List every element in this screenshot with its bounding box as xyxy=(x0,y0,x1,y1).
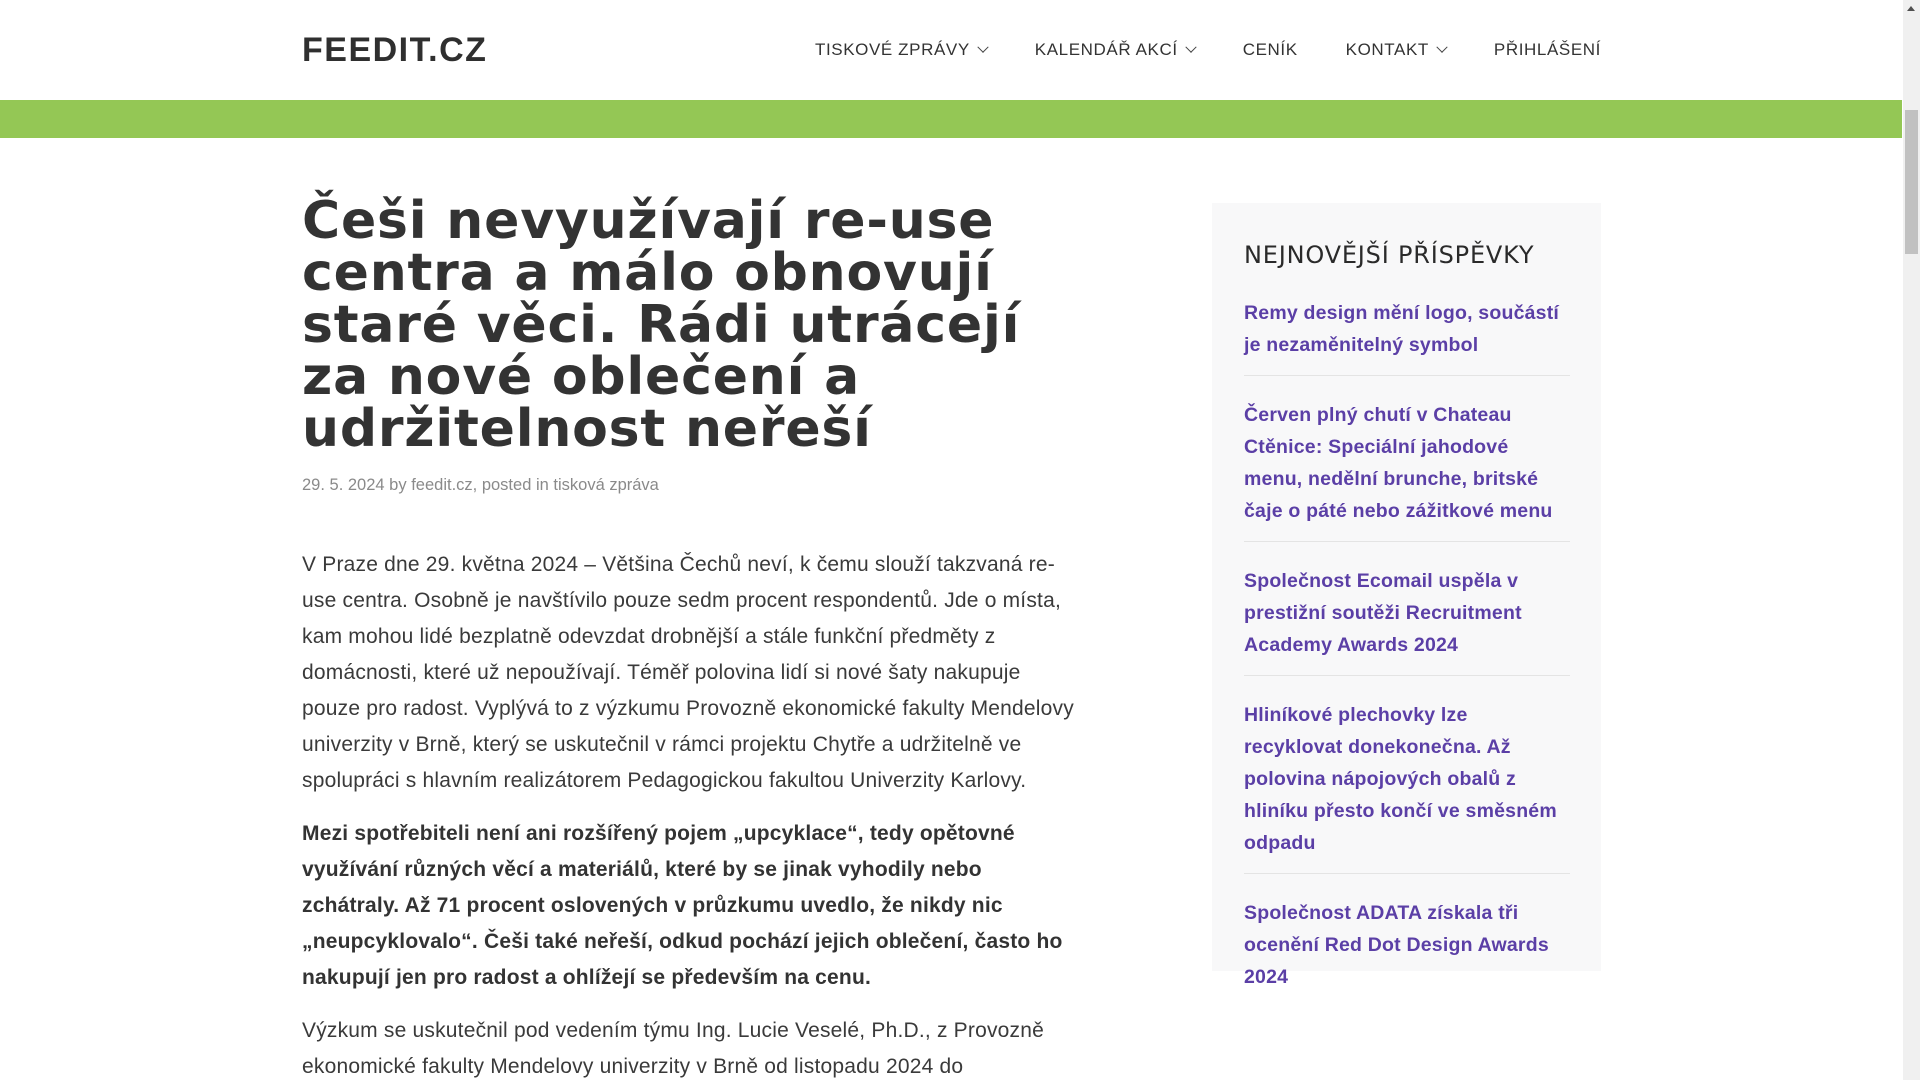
nav-item-label: TISKOVÉ ZPRÁVY xyxy=(814,40,970,59)
author-link[interactable]: feedit.cz xyxy=(411,476,473,494)
article-meta xyxy=(302,474,1082,496)
list-item xyxy=(1244,559,1570,676)
article-date-link[interactable]: 29. 5. 2024 xyxy=(302,476,385,494)
recent-post-link[interactable]: Remy design mění logo, součástí je nezaměnitelný symbol xyxy=(1244,302,1560,356)
nav-item-label: CENÍK xyxy=(1242,40,1298,59)
main-nav xyxy=(815,36,1601,64)
article-body xyxy=(302,547,1082,1080)
list-item xyxy=(1244,891,1570,1007)
list-item xyxy=(1244,291,1570,376)
posted-in-label: , posted in xyxy=(472,476,549,494)
category-link[interactable]: tisková zpráva xyxy=(553,476,659,494)
chevron-down-icon xyxy=(977,42,988,53)
nav-item-kontakt[interactable] xyxy=(1346,40,1446,60)
chevron-down-icon xyxy=(1436,42,1447,53)
article-paragraph-bold: Mezi spotřebiteli není ani rozšířený pojem „upcyklace“, tedy opětovné využívání různých věcí a materiálů, které by se jinak vyhodily nebo zchátraly. Až 71 procent oslovených v průzkumu uvedlo, že nikdy nic „neupcyklovalo“. Češi také neřeší, odkud pochází jejich oblečení, často ho nakupují jen pro radost a ohlížejí se především na cenu. xyxy=(302,822,1063,989)
list-item xyxy=(1244,693,1570,874)
chevron-down-icon xyxy=(1185,42,1196,53)
recent-post-link[interactable]: Společnost Ecomail uspěla v prestižní soutěži Recruitment Academy Awards 2024 xyxy=(1244,570,1522,656)
nav-item-prihlaseni[interactable] xyxy=(1494,40,1601,60)
sidebar-recent-posts xyxy=(1212,203,1601,988)
article-paragraph: V Praze dne 29. května 2024 – Většina Čechů neví, k čemu slouží takzvaná re-use centra. Osobně je navštívilo pouze sedm procent respondentů. Jde o místa, kam mohou lidé bezplatně odevzdat drobnější a stále funkční předměty z domácnosti, které už nepoužívají. Téměř polovina lidí si nové šaty nakupuje pouze pro radost. Vyplývá to z výzkumu Provozně ekonomické fakulty Mendelovy univerzity v Brně, který se uskutečnil v rámci projektu Chytře a udržitelně ve spolupráci s hlavním realizátorem Pedagogickou fakultou Univerzity Karlovy. xyxy=(302,553,1074,792)
recent-post-link[interactable]: Společnost ADATA získala tři ocenění Red Dot Design Awards 2024 xyxy=(1244,902,1549,988)
recent-posts-list xyxy=(1244,291,1570,1024)
nav-item-label: PŘIHLÁŠENÍ xyxy=(1493,40,1601,59)
nav-item-cenik[interactable] xyxy=(1243,40,1298,60)
accent-bar xyxy=(0,100,1902,138)
article-paragraph: Výzkum se uskutečnil pod vedením týmu Ing. Lucie Veselé, Ph.D., z Provozně ekonomické fakulty Mendelovy univerzity v Brně od listopadu 2024 do xyxy=(302,1019,1044,1078)
article xyxy=(302,191,1082,1080)
nav-item-label: KONTAKT xyxy=(1345,40,1429,59)
nav-item-tiskove-zpravy[interactable] xyxy=(815,40,987,60)
recent-post-link[interactable]: Hliníkové plechovky lze recyklovat donekonečna. Až polovina nápojových obalů z hliníku přesto končí ve směsném odpadu xyxy=(1244,704,1557,854)
scrollbar-thumb[interactable] xyxy=(1905,110,1918,254)
site-header xyxy=(0,0,1902,100)
sidebar-title: NEJNOVĚJŠÍ PŘÍSPĚVKY xyxy=(1244,241,1535,269)
article-title: Češi nevyužívají re-use centra a málo obnovují staré věci. Rádi utrácejí za nové oblečení a udržitelnost neřeší xyxy=(302,191,1021,459)
page-scrollbar[interactable] xyxy=(1903,0,1920,1080)
nav-item-label: KALENDÁŘ AKCÍ xyxy=(1034,40,1178,59)
list-item xyxy=(1244,393,1570,542)
site-logo[interactable]: FEEDIT.CZ xyxy=(302,31,488,69)
recent-post-link[interactable]: Červen plný chutí v Chateau Ctěnice: Speciální jahodové menu, nedělní brunche, britské čaje o páté nebo zážitkové menu xyxy=(1244,404,1553,522)
by-label: by xyxy=(389,476,407,494)
scroll-up-arrow-icon[interactable] xyxy=(1907,6,1915,11)
nav-item-kalendar-akci[interactable] xyxy=(1035,40,1195,60)
